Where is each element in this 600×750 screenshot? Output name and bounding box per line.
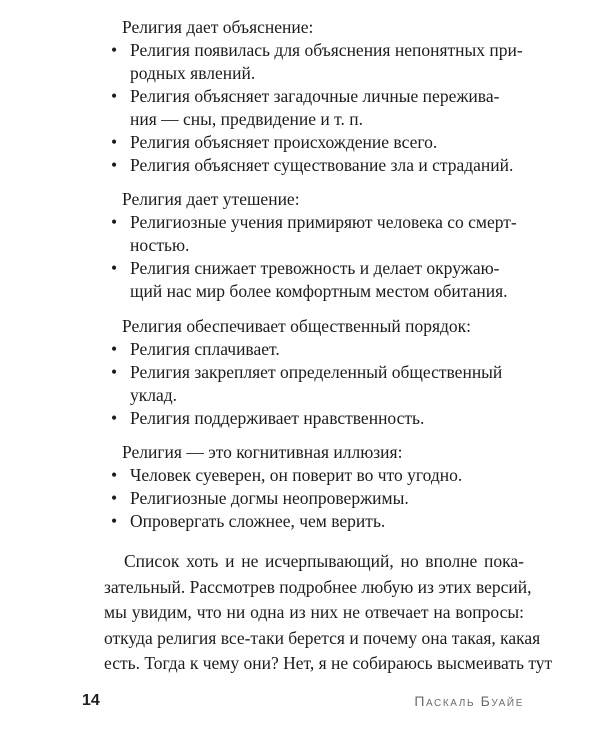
paragraph-line: Список хоть и не исчерпывающий, но вполне пока-	[124, 551, 524, 571]
paragraph-line: мы увидим, что ни одна из них не отвечает на вопросы:	[104, 602, 524, 622]
list-item	[104, 257, 524, 303]
list-item-text: Религия появилась для объяснения непонятных при-	[130, 40, 523, 60]
list-item	[104, 487, 524, 510]
bullet-icon: •	[111, 408, 118, 428]
paragraph-line: есть. Тогда к чему они? Нет, я не собираюсь высмеивать тут	[104, 653, 553, 673]
paragraph-line: зательный. Рассмотрев подробнее любую из этих версий,	[104, 576, 532, 597]
section-heading: Религия дает объяснение:	[122, 17, 314, 37]
list-item	[104, 407, 524, 430]
list-item-text: Религия закрепляет определенный общественный	[130, 362, 503, 382]
list-item-text: Религия объясняет происхождение всего.	[130, 132, 438, 152]
bullet-icon: •	[111, 258, 118, 278]
list-item-text: Религия сплачивает.	[130, 339, 280, 359]
bullet-icon: •	[111, 511, 118, 531]
list-item-text-continued: ния — сны, предвидение и т. п.	[130, 109, 363, 129]
list-item	[104, 211, 524, 257]
bullet-icon: •	[111, 212, 118, 232]
bullet-icon: •	[111, 86, 118, 106]
list-item	[104, 510, 524, 533]
list-item	[104, 131, 524, 154]
running-footer-author: Паскаль Буайе	[414, 693, 524, 709]
section-heading: Религия — это когнитивная иллюзия:	[122, 442, 403, 462]
list-item-text: Религия объясняет загадочные личные пережива-	[130, 86, 500, 106]
bullet-icon: •	[111, 488, 118, 508]
list-item	[104, 464, 524, 487]
list-item	[104, 39, 524, 85]
paragraph-line: откуда религия все-таки берется и почему она такая, какая	[104, 627, 541, 648]
list-item-text: Религия объясняет существование зла и страданий.	[130, 155, 514, 175]
list-section-comfort	[104, 188, 524, 303]
list-item	[104, 338, 524, 361]
list-item	[104, 154, 524, 177]
section-heading: Религия дает утешение:	[122, 189, 300, 209]
list-item-text: Религиозные учения примиряют человека со смерт-	[130, 212, 517, 232]
bullet-icon: •	[111, 339, 118, 359]
list-item-text-continued: ностью.	[130, 235, 190, 255]
bullet-list	[104, 211, 524, 303]
list-item-text: Опровергать сложнее, чем верить.	[130, 511, 386, 531]
section-heading: Религия обеспечивает общественный порядок:	[122, 316, 472, 336]
list-section-order	[104, 315, 524, 430]
list-item	[104, 85, 524, 131]
bullet-list	[104, 464, 524, 533]
bullet-icon: •	[111, 155, 118, 175]
list-item-text: Религия снижает тревожность и делает окружаю-	[130, 258, 500, 278]
list-item-text-continued: щий нас мир более комфортным местом обитания.	[130, 281, 508, 301]
body-paragraph	[104, 549, 553, 677]
list-item-text-continued: родных явлений.	[130, 63, 256, 83]
list-item-text: Религия поддерживает нравственность.	[130, 408, 425, 428]
list-item-text: Человек суеверен, он поверит во что угодно.	[130, 465, 463, 485]
bullet-list	[104, 39, 524, 177]
bullet-icon: •	[111, 465, 118, 485]
bullet-list	[104, 338, 524, 430]
list-section-explanation	[104, 16, 524, 177]
bullet-icon: •	[111, 132, 118, 152]
page-number: 14	[82, 692, 100, 709]
list-item-text-continued: уклад.	[130, 385, 178, 405]
bullet-icon: •	[111, 40, 118, 60]
list-section-illusion	[104, 441, 524, 533]
list-item-text: Религиозные догмы неопровержимы.	[130, 488, 409, 508]
bullet-icon: •	[111, 362, 118, 382]
list-item	[104, 361, 524, 407]
